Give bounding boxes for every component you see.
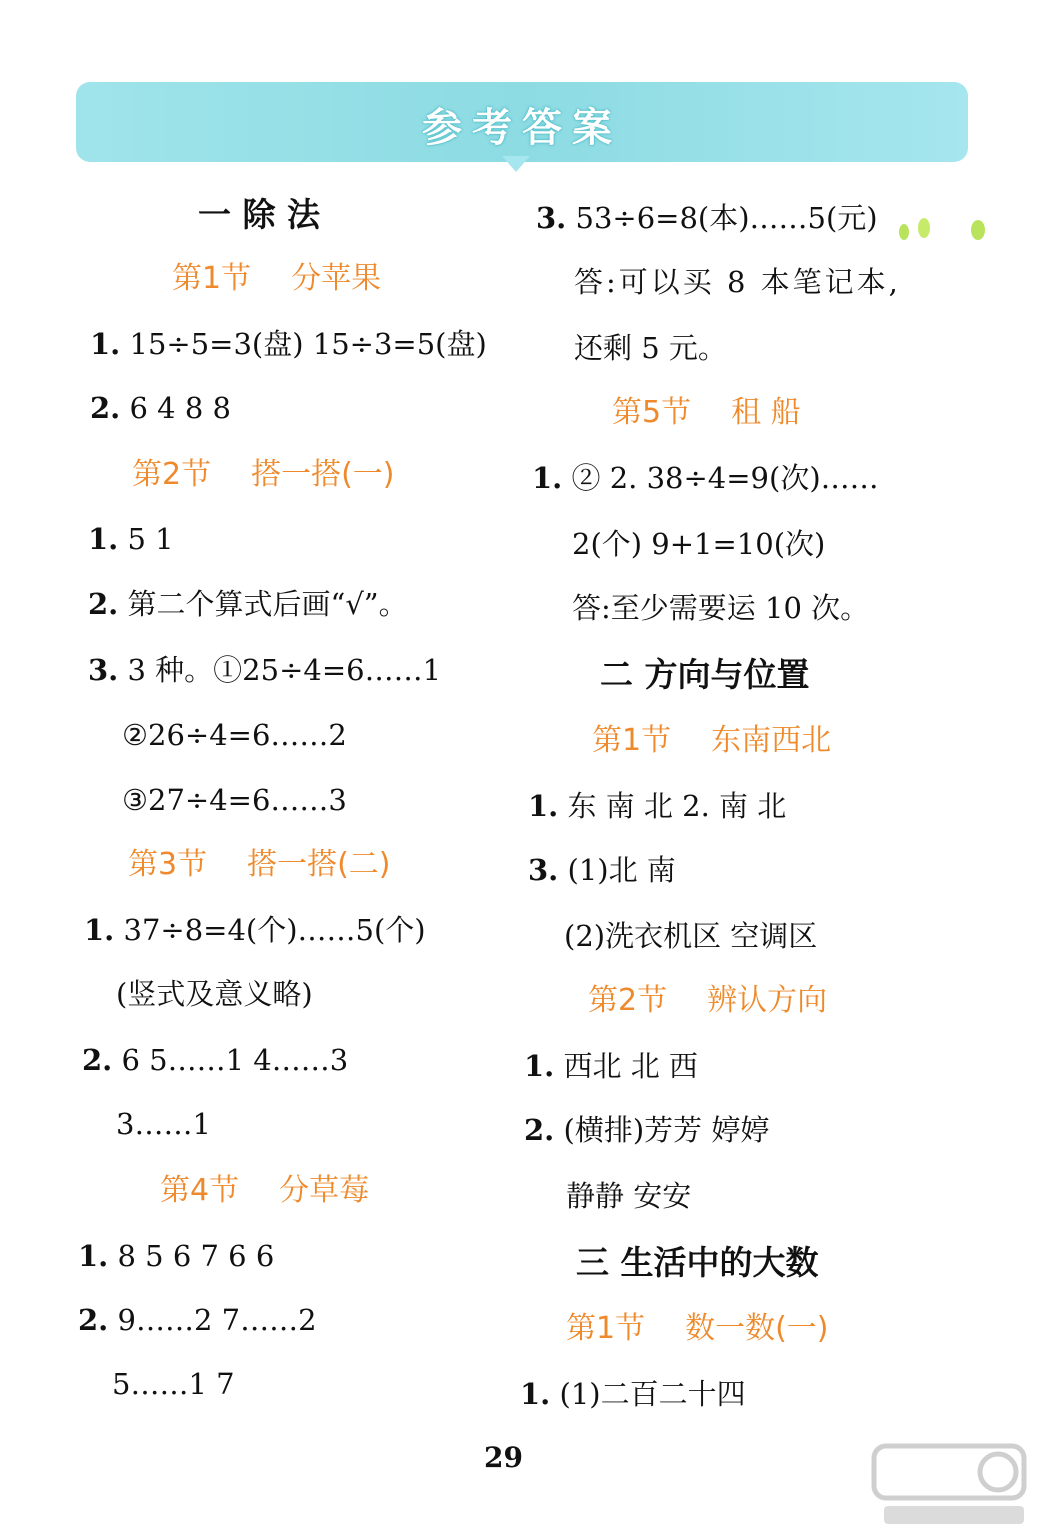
section-number: 第1节 <box>566 1311 646 1346</box>
section2-1-heading <box>592 723 832 758</box>
section-name: 租 船 <box>731 395 801 430</box>
question-number: 1. <box>84 913 115 947</box>
section-number: 第5节 <box>612 395 692 430</box>
answer-line: 1. 东 南 北 2. 南 北 <box>528 789 787 823</box>
unit2-title: 二 方向与位置 <box>600 655 810 694</box>
answer-line: 2. 6 5……1 4……3 <box>82 1043 349 1077</box>
grass-decoration-icon <box>894 214 994 242</box>
answer-line: 2. 9……2 7……2 <box>78 1303 317 1337</box>
section-name: 分苹果 <box>291 261 382 296</box>
answer-line: 1. ② 2. 38÷4=9(次)…… <box>532 461 879 495</box>
question-number: 2. <box>524 1113 555 1147</box>
answer-line: 1. 西北 北 西 <box>524 1049 698 1083</box>
section1-2-heading <box>132 457 395 492</box>
answer-line: 还剩 5 元。 <box>574 331 727 365</box>
answer-line: 静静 安安 <box>566 1179 692 1213</box>
banner-title: 参考答案 <box>422 105 622 151</box>
answer-line: 3……1 <box>116 1107 211 1141</box>
section-number: 第2节 <box>588 983 668 1018</box>
section-number: 第3节 <box>128 847 208 882</box>
section-name: 搭一搭(一) <box>251 457 395 492</box>
section2-2-heading <box>588 983 828 1018</box>
answer-line: 3. 53÷6=8(本)……5(元) <box>536 201 878 235</box>
question-number: 3. <box>536 201 567 235</box>
page-number: 29 <box>484 1441 523 1474</box>
unit1-title: 一 除 法 <box>198 195 320 234</box>
section1-3-heading <box>128 847 391 882</box>
question-number: 3. <box>528 853 559 887</box>
banner-pointer <box>502 156 530 172</box>
answer-line: 1. (1)二百二十四 <box>520 1377 746 1411</box>
answer-line: 2(个) 9+1=10(次) <box>572 527 826 561</box>
answer-banner <box>76 82 968 162</box>
answer-line: (竖式及意义略) <box>116 977 313 1011</box>
section-number: 第1节 <box>172 261 252 296</box>
watermark-logo-icon <box>870 1440 1030 1530</box>
section-number: 第1节 <box>592 723 672 758</box>
answer-line: 1. 8 5 6 7 6 6 <box>78 1239 275 1273</box>
unit3-title: 三 生活中的大数 <box>576 1243 819 1282</box>
answer-line: ③27÷4=6……3 <box>122 783 347 817</box>
question-number: 2. <box>88 587 119 621</box>
question-number: 1. <box>90 327 121 361</box>
section1-4-heading <box>160 1173 370 1208</box>
section1-1-heading <box>172 261 382 296</box>
section1-5-heading <box>612 395 801 430</box>
answer-line: 2. (横排)芳芳 婷婷 <box>524 1113 770 1147</box>
question-number: 2. <box>78 1303 109 1337</box>
question-number: 1. <box>88 522 119 556</box>
answer-line: 答:可以买 8 本笔记本, <box>574 265 901 299</box>
answer-line: 1. 5 1 <box>88 522 174 556</box>
question-number: 1. <box>78 1239 109 1273</box>
question-number: 2. <box>82 1043 113 1077</box>
question-number: 3. <box>88 653 119 687</box>
answer-line: 2. 6 4 8 8 <box>90 391 231 425</box>
answer-line: 1. 15÷5=3(盘) 15÷3=5(盘) <box>90 327 487 361</box>
answer-line: ②26÷4=6……2 <box>122 718 347 752</box>
answer-line: 答:至少需要运 10 次。 <box>572 591 870 625</box>
answer-line: 1. 37÷8=4(个)……5(个) <box>84 913 426 947</box>
question-number: 1. <box>528 789 559 823</box>
question-number: 1. <box>520 1377 551 1411</box>
section-name: 数一数(一) <box>685 1311 829 1346</box>
answer-line: 2. 第二个算式后画“√”。 <box>88 587 408 621</box>
section-name: 东南西北 <box>711 723 832 758</box>
question-number: 1. <box>524 1049 555 1083</box>
section-name: 搭一搭(二) <box>247 847 391 882</box>
answer-line: 3. (1)北 南 <box>528 853 676 887</box>
section-number: 第4节 <box>160 1173 240 1208</box>
answer-line: 5……1 7 <box>112 1367 235 1401</box>
section3-1-heading <box>566 1311 829 1346</box>
question-number: 2. <box>90 391 121 425</box>
section-name: 辨认方向 <box>707 983 828 1018</box>
section-number: 第2节 <box>132 457 212 492</box>
answer-line: 3. 3 种。①25÷4=6……1 <box>88 653 442 687</box>
question-number: 1. <box>532 461 563 495</box>
answer-line: (2)洗衣机区 空调区 <box>564 919 818 953</box>
section-name: 分草莓 <box>279 1173 370 1208</box>
